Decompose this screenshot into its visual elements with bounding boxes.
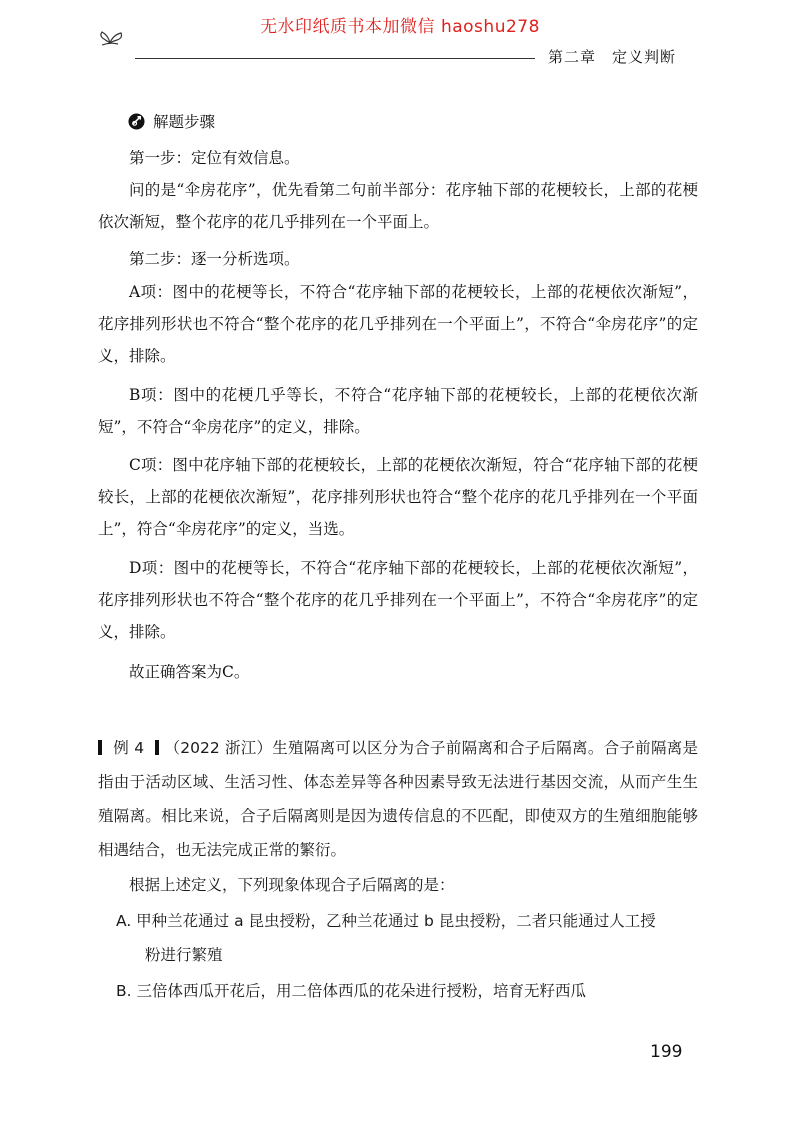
page-number: 199 — [650, 1042, 683, 1062]
example-question: 根据上述定义，下列现象体现合子后隔离的是： — [129, 876, 455, 894]
header-rule — [135, 58, 535, 59]
chapter-title: 定义判断 — [612, 48, 677, 66]
chapter-number: 第二章 — [548, 48, 597, 66]
example-label-bar-right — [155, 740, 159, 755]
chapter-header — [548, 46, 692, 67]
example-label-bar-left — [98, 740, 102, 755]
example-option-b: B. 三倍体西瓜开花后，用二倍体西瓜的花朵进行授粉，培育无籽西瓜 — [116, 982, 586, 1000]
watermark-text: 无水印纸质书本加微信 haoshu278 — [260, 17, 540, 37]
step1-title: 第一步：定位有效信息。 — [129, 149, 300, 167]
step1-body: 问的是“伞房花序”，优先看第二句前半部分：花序轴下部的花梗较长，上部的花梗依次渐短，整个花序的花几乎排列在一个平面上。 — [98, 181, 698, 231]
option-b-analysis: B项：图中的花梗几乎等长，不符合“花序轴下部的花梗较长，上部的花梗依次渐短”，不符合“伞房花序”的定义，排除。 — [98, 386, 698, 436]
option-d-analysis: D项：图中的花梗等长，不符合“花序轴下部的花梗较长，上部的花梗依次渐短”，花序排列形状也不符合“整个花序的花几乎排列在一个平面上”，不符合“伞房花序”的定义，排除。 — [98, 559, 698, 641]
example-option-a-line2: 粉进行繁殖 — [145, 946, 223, 964]
example-option-a-line1: A. 甲种兰花通过 a 昆虫授粉，乙种兰花通过 b 昆虫授粉，二者只能通过人工授 — [116, 912, 656, 930]
solution-title-text: 解题步骤 — [153, 113, 216, 131]
solution-title — [128, 110, 215, 132]
option-a-analysis: A项：图中的花梗等长，不符合“花序轴下部的花梗较长，上部的花梗依次渐短”，花序排列形状也不符合“整个花序的花几乎排列在一个平面上”，不符合“伞房花序”的定义，排除。 — [98, 283, 698, 365]
solution-steps-icon — [128, 113, 145, 130]
example-label: 例 4 — [113, 739, 145, 757]
example-option-a — [98, 904, 698, 972]
answer-conclusion: 故正确答案为C。 — [129, 663, 250, 681]
example-paragraph — [98, 731, 698, 867]
example-text: （2022 浙江）生殖隔离可以区分为合子前隔离和合子后隔离。合子前隔离是指由于活动区域、生活习性、体态差异等各种因素导致无法进行基因交流，从而产生生殖隔离。相比来说，合子后隔离则是因为遗传信息的不匹配，即使双方的生殖细胞能够相遇结合，也无法完成正常的繁衍。 — [98, 739, 699, 859]
option-c-analysis: C项：图中花序轴下部的花梗较长，上部的花梗依次渐短，符合“花序轴下部的花梗较长，上部的花梗依次渐短”，花序排列形状也符合“整个花序的花几乎排列在一个平面上”，符合“伞房花序”的定义，当选。 — [98, 456, 698, 538]
step2-title: 第二步：逐一分析选项。 — [129, 250, 300, 268]
sprout-icon — [96, 26, 130, 48]
